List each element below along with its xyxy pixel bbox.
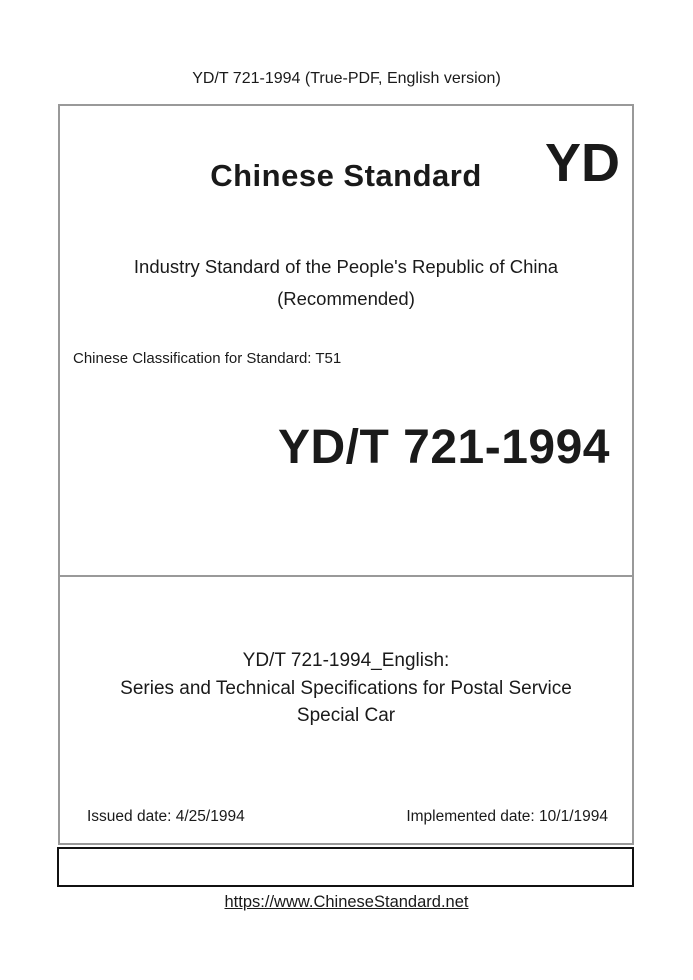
standard-number: YD/T 721-1994 [277,421,610,474]
bottom-empty-box [57,847,634,887]
english-title-block [60,647,632,730]
dates-row [60,808,632,826]
brand-title: Chinese Standard [210,158,482,193]
english-title-line1: YD/T 721-1994_English: [242,650,450,671]
footer-website-link[interactable]: https://www.ChineseStandard.net [224,893,469,911]
implemented-date: Implemented date: 10/1/1994 [406,808,608,825]
issued-date: Issued date: 4/25/1994 [87,808,245,825]
english-title-line2: Series and Technical Specifications for Postal Service [120,677,572,699]
cover-main-box [58,104,634,845]
standard-org-line: Industry Standard of the People's Republic of China [133,256,559,277]
document-footer [0,893,693,912]
english-title-line3: Special Car [296,705,396,726]
section-divider [58,575,634,577]
classification-line: Chinese Classification for Standard: T51 [73,350,342,367]
standard-recommended-line: (Recommended) [277,288,415,309]
document-header-title: YD/T 721-1994 (True-PDF, English version) [192,70,501,87]
brand-code-logo: YD [544,133,620,193]
